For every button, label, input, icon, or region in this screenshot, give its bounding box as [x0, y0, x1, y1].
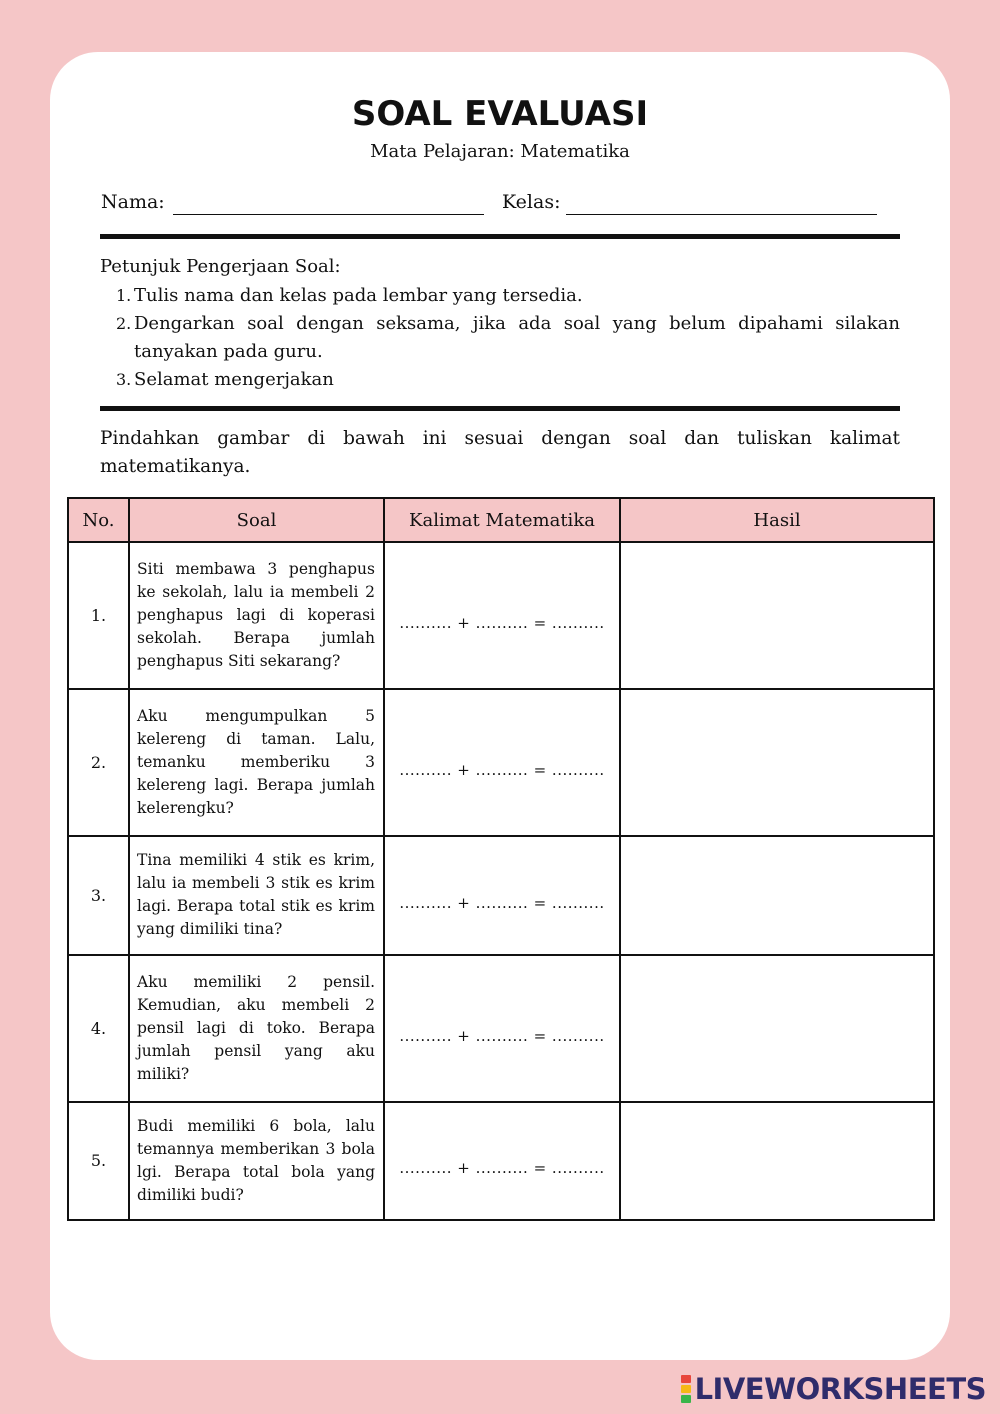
math-sentence-blank[interactable]: .......... + .......... = .......... — [384, 955, 620, 1102]
name-label: Nama: — [101, 191, 165, 213]
question-text: Aku memiliki 2 pensil. Kemudian, aku membeli 2 pensil lagi di toko. Berapa jumlah pensil yang aku miliki? — [129, 955, 384, 1102]
question-text: Budi memiliki 6 bola, lalu temannya memberikan 3 bola lgi. Berapa total bola yang dimiliki budi? — [129, 1102, 384, 1220]
class-input-line[interactable] — [566, 214, 877, 215]
header-hasil: Hasil — [620, 498, 934, 542]
worksheet-title: SOAL EVALUASI — [351, 94, 649, 134]
brand-text: LIVEWORKSHEETS — [694, 1372, 986, 1406]
answer-drop-zone[interactable] — [620, 955, 934, 1102]
row-number: 3. — [68, 836, 129, 954]
answer-drop-zone[interactable] — [620, 689, 934, 836]
row-number: 5. — [68, 1102, 129, 1220]
instruction-item — [100, 310, 900, 366]
table-row — [68, 1102, 934, 1220]
instruction-text: Dengarkan soal dengan seksama, jika ada soal yang belum dipahami silakan tanyakan pada guru. — [134, 313, 900, 362]
task-instruction: Pindahkan gambar di bawah ini sesuai dengan soal dan tuliskan kalimat matematikanya. — [100, 428, 900, 477]
logo-bar — [681, 1375, 691, 1383]
instruction-number: 2. — [116, 314, 132, 333]
instruction-text: Selamat mengerjakan — [134, 369, 334, 390]
table-row — [68, 836, 934, 954]
instruction-text: Tulis nama dan kelas pada lembar yang tersedia. — [134, 285, 583, 306]
header-no: No. — [68, 498, 129, 542]
row-number: 2. — [68, 689, 129, 836]
name-input-line[interactable] — [173, 214, 484, 215]
answer-drop-zone[interactable] — [620, 542, 934, 689]
row-number: 4. — [68, 955, 129, 1102]
question-text: Aku mengumpulkan 5 kelereng di taman. Lalu, temanku memberiku 3 kelereng lagi. Berapa jumlah kelerengku? — [129, 689, 384, 836]
header-soal: Soal — [129, 498, 384, 542]
liveworksheets-brand — [681, 1372, 986, 1406]
answer-drop-zone[interactable] — [620, 1102, 934, 1220]
answer-drop-zone[interactable] — [620, 836, 934, 954]
math-sentence-blank[interactable]: .......... + .......... = .......... — [384, 1102, 620, 1220]
question-table — [67, 497, 935, 1221]
logo-bar — [681, 1385, 691, 1393]
math-sentence-blank[interactable]: .......... + .......... = .......... — [384, 836, 620, 954]
instructions-title: Petunjuk Pengerjaan Soal: — [100, 256, 341, 277]
math-sentence-blank[interactable]: .......... + .......... = .......... — [384, 542, 620, 689]
row-number: 1. — [68, 542, 129, 689]
table-row — [68, 955, 934, 1102]
logo-bar — [681, 1395, 691, 1403]
instruction-item — [100, 366, 900, 394]
divider-bottom — [100, 406, 900, 411]
class-label: Kelas: — [502, 191, 561, 213]
question-text: Siti membawa 3 penghapus ke sekolah, lalu ia membeli 2 penghapus lagi di koperasi sekolah. Berapa jumlah penghapus Siti sekarang? — [129, 542, 384, 689]
header-kalimat: Kalimat Matematika — [384, 498, 620, 542]
instruction-number: 1. — [116, 286, 132, 305]
instruction-number: 3. — [116, 370, 132, 389]
divider-top — [100, 234, 900, 239]
instruction-item — [100, 282, 900, 310]
table-row — [68, 542, 934, 689]
math-sentence-blank[interactable]: .......... + .......... = .......... — [384, 689, 620, 836]
instructions-list — [100, 282, 900, 394]
subject-subtitle: Mata Pelajaran: Matematika — [370, 141, 630, 162]
table-header-row — [68, 498, 934, 542]
question-text: Tina memiliki 4 stik es krim, lalu ia membeli 3 stik es krim lagi. Berapa total stik es krim yang dimiliki tina? — [129, 836, 384, 954]
table-row — [68, 689, 934, 836]
liveworksheets-logo-icon — [681, 1374, 691, 1404]
